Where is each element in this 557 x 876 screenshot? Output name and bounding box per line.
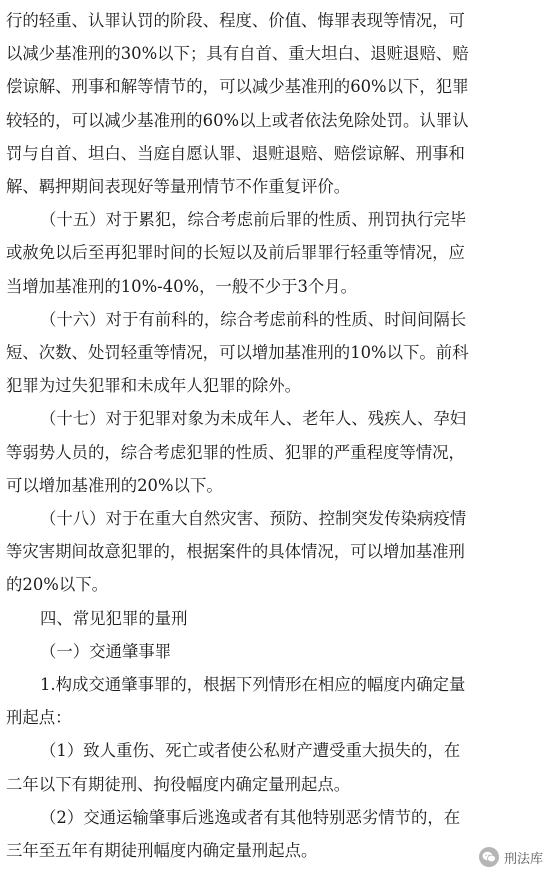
text-line: 二年以下有期徒刑、拘役幅度内确定量刑起点。 [6, 774, 351, 794]
text-line: 当增加基准刑的10%-40%，一般不少于3个月。 [6, 276, 358, 296]
text-line: （十六）对于有前科的，综合考虑前科的性质、时间间隔长 [40, 309, 467, 329]
text-line: 1.构成交通肇事罪的，根据下列情形在相应的幅度内确定量 [40, 675, 466, 695]
text-line: 罚与自首、坦白、当庭自愿认罪、退赃退赔、赔偿谅解、刑事和 [6, 143, 465, 163]
text-line: 解、羁押期间表现好等量刑情节不作重复评价。 [6, 177, 351, 197]
text-line: （十五）对于累犯，综合考虑前后罪的性质、刑罚执行完毕 [40, 210, 467, 230]
text-line: 短、次数、处罚轻重等情况，可以增加基准刑的10%以下。前科 [6, 343, 469, 363]
text-line: 行的轻重、认罪认罚的阶段、程度、价值、悔罪表现等情况，可 [6, 11, 465, 30]
text-line: 犯罪为过失犯罪和未成年人犯罪的除外。 [6, 376, 302, 396]
text-line: 较轻的，可以减少基准刑的60%以上或者依法免除处罚。认罪认 [6, 110, 469, 130]
subsection-heading: （一）交通肇事罪 [40, 641, 172, 661]
text-line: 偿谅解、刑事和解等情节的，可以减少基准刑的60%以下，犯罪 [6, 77, 469, 97]
text-line: （十八）对于在重大自然灾害、预防、控制突发传染病疫情 [40, 509, 467, 529]
document-text [6, 4, 552, 867]
section-heading: 四、常见犯罪的量刑 [40, 608, 188, 628]
text-line: 等灾害期间故意犯罪的，根据案件的具体情况，可以增加基准刑 [6, 542, 465, 562]
text-line: （1）致人重伤、死亡或者使公私财产遭受重大损失的，在 [40, 741, 461, 761]
document-page [6, 4, 552, 867]
watermark [479, 847, 543, 867]
text-line: 三年至五年有期徒刑幅度内确定量刑起点。 [6, 841, 318, 861]
text-line: 可以增加基准刑的20%以下。 [6, 475, 223, 495]
wechat-icon [479, 847, 499, 867]
text-line: 刑起点： [6, 708, 72, 728]
text-line: 等弱势人员的，综合考虑犯罪的性质、犯罪的严重程度等情况， [6, 442, 465, 462]
text-line: 或赦免以后至再犯罪时间的长短以及前后罪罪行轻重等情况，应 [6, 243, 465, 263]
text-line: 以减少基准刑的30%以下；具有自首、重大坦白、退赃退赔、赔 [6, 44, 469, 64]
text-line: 的20%以下。 [6, 575, 108, 595]
text-line: （十七）对于犯罪对象为未成年人、老年人、残疾人、孕妇 [40, 409, 467, 429]
text-line: （2）交通运输肇事后逃逸或者有其他特别恶劣情节的，在 [40, 807, 461, 827]
watermark-label: 刑法库 [503, 851, 543, 867]
